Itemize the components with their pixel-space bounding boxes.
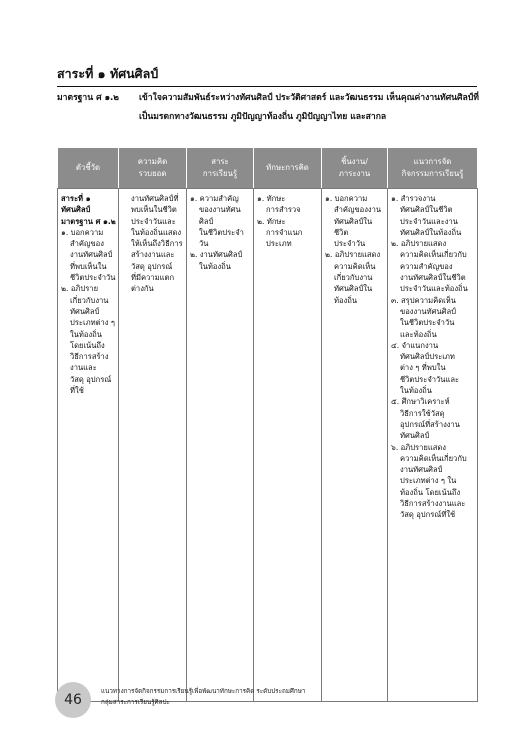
header-content (187, 148, 254, 189)
cell-line: ทัศนศิลป์ใน (334, 284, 373, 294)
cell-line: ของงานทัศนศิลป์ (400, 306, 456, 316)
cell-line: การสำรวจ (266, 205, 301, 215)
indicator-subject: ทัศนศิลป์ (61, 205, 91, 215)
indicator-line: เกี่ยวกับงาน (70, 295, 109, 305)
footer-line-1: แนวทางการจัดกิจกรรมการเรียนรู้เพื่อพัฒนาทักษะการคิด ระดับประถมศึกษา (101, 688, 306, 695)
cell-line: รวบยอด (138, 169, 167, 178)
cell-line: ๒. ทักษะ (257, 216, 286, 226)
indicator-standard: มาตรฐาน ศ ๑.๒ (61, 216, 116, 226)
footer-text (101, 686, 305, 708)
cell-thinking-skill (254, 189, 322, 702)
cell-line: ในท้องถิ่นแสดง (131, 227, 182, 237)
cell-line: ประจำวันและ (131, 216, 176, 226)
indicator-line: ทัศนศิลป์ (70, 306, 100, 316)
cell-line: อุปกรณ์ที่สร้างงาน (400, 419, 460, 429)
indicator-line: ที่ใช้ (70, 386, 84, 396)
standard-label: มาตรฐาน ศ ๑.๒ (57, 93, 119, 103)
standard-text: เข้าใจความสัมพันธ์ระหว่างทัศนศิลป์ ประวัติศาสตร์ และวัฒนธรรม เห็นคุณค่างานทัศนศิลป์ที่เป็นมรดกทางวัฒนธรรม ภูมิปัญญาท้องถิ่น ภูมิปัญญาไทย และสากล (139, 93, 479, 122)
cell-line: ๑. ความสำคัญ (190, 194, 239, 203)
cell-content (187, 189, 254, 702)
indicator-line: งานทัศนศิลป์ (70, 250, 113, 260)
cell-line: ความคิดเห็นเกี่ยวกับ (400, 250, 467, 260)
cell-line: ประเภทต่าง ๆ ใน (400, 476, 457, 486)
cell-line: ๓. สรุปความคิดเห็น (391, 295, 456, 305)
indicator-strand: สาระที่ ๑ (61, 194, 91, 203)
cell-line: วิธีการใช้วัสดุ (400, 408, 445, 418)
cell-line: ในท้องถิ่น (199, 261, 231, 271)
indicator-line: วิธีการสร้าง (70, 352, 109, 362)
cell-line: ตัวชี้วัด (75, 163, 101, 172)
cell-line: ๑. บอกความ (325, 194, 368, 203)
cell-line: ทัศนศิลป์ประเภท (400, 352, 455, 362)
cell-indicator (58, 189, 119, 702)
cell-line: ความคิด (137, 157, 168, 166)
cell-line: และท้องถิ่น (400, 329, 437, 339)
indicator-line: ประเภทต่าง ๆ (70, 318, 115, 328)
cell-line: ต่าง ๆ ที่พบใน (400, 363, 446, 373)
indicator-line: ในท้องถิ่น (70, 329, 102, 339)
cell-line: ประเภท (266, 239, 292, 249)
table-row (58, 189, 478, 702)
cell-line: ทัศนศิลป์ในชีวิต (334, 216, 373, 237)
cell-line: ในชีวิตประจำวัน (400, 318, 455, 328)
cell-line: สำคัญของงาน (334, 205, 382, 215)
cell-line: ความคิดเห็น (334, 261, 376, 271)
header-indicator (58, 148, 119, 189)
header-workpiece (322, 148, 388, 189)
indicator-line: ที่พบเห็นใน (70, 261, 107, 271)
cell-line: ที่มีความแตก (131, 273, 175, 283)
cell-line: ประจำวันและงาน (400, 216, 458, 226)
cell-activities (388, 189, 478, 702)
indicator-line: งานและ (70, 363, 97, 373)
indicator-items (61, 227, 116, 396)
cell-line: ๔. จำแนกงาน (391, 340, 439, 350)
cell-line: สาระ (211, 157, 229, 166)
indicator-line: วัสดุ อุปกรณ์ (70, 374, 112, 384)
cell-line: เกี่ยวกับงาน (334, 273, 373, 283)
header-concept (119, 148, 187, 189)
cell-line: ทัศนศิลป์ (400, 431, 430, 441)
cell-line: ของงานทัศนศิลป์ (199, 205, 241, 226)
indicator-line: สำคัญของ (70, 239, 104, 249)
header-activities (388, 148, 478, 189)
cell-line: ๒. อภิปรายแสดง (325, 250, 381, 260)
cell-line: ท้องถิ่น (334, 295, 358, 305)
cell-line: ทักษะการคิด (266, 163, 309, 172)
cell-line: วัสดุ อุปกรณ์ (131, 261, 173, 271)
cell-line: ชีวิตประจำวันและ (400, 374, 460, 384)
indicator-line: โดยเน้นถึง (70, 340, 105, 350)
cell-line: ๑. สำรวจงาน (391, 194, 436, 203)
cell-line: ความคิดเห็นเกี่ยวกับ (400, 453, 467, 463)
cell-line: แนวการจัด (413, 157, 452, 166)
indicator-line: ชีวิตประจำวัน (70, 273, 116, 283)
cell-line: ๕. ศึกษาวิเคราะห์ (391, 397, 450, 407)
cell-line: ให้เห็นถึงวิธีการ (131, 239, 183, 249)
cell-line: งานทัศนศิลป์ (400, 465, 443, 475)
cell-line: ประจำวัน (334, 239, 366, 249)
table-header-row (58, 148, 478, 189)
indicator-line: ๑. บอกความ (61, 227, 104, 237)
cell-line: ต่างกัน (131, 284, 154, 294)
cell-line: งานทัศนศิลป์ในชีวิต (400, 273, 466, 283)
page-number-badge: 46 (55, 682, 91, 718)
cell-line: ๑. ทักษะ (257, 194, 286, 203)
cell-line: การเรียนรู้ (202, 169, 238, 178)
cell-line: พบเห็นในชีวิต (131, 205, 177, 215)
cell-line: วิธีการสร้างงานและ (400, 499, 466, 509)
cell-line: การจำแนก (266, 227, 303, 237)
cell-line: ๒. อภิปรายแสดง (391, 239, 447, 249)
cell-line: ประจำวันและท้องถิ่น (400, 284, 468, 294)
cell-line: ทัศนศิลป์ในชีวิต (400, 205, 453, 215)
cell-line: สร้างงานและ (131, 250, 175, 260)
cell-line: ๖. อภิปรายแสดง (391, 442, 446, 452)
cell-line: ความสำคัญของ (400, 261, 453, 271)
cell-line: ๒. งานทัศนศิลป์ (190, 250, 243, 260)
cell-line: ในชีวิตประจำวัน (199, 227, 244, 249)
cell-workpiece (322, 189, 388, 702)
cell-line: งานทัศนศิลป์ที่ (131, 194, 179, 203)
cell-line: ท้องถิ่น โดยเน้นถึง (400, 487, 461, 497)
cell-line: กิจกรรมการเรียนรู้ (401, 169, 464, 178)
cell-line: ภาระงาน (338, 169, 371, 178)
cell-line: ในท้องถิ่น (400, 386, 432, 396)
cell-line: ชิ้นงาน/ (341, 157, 368, 166)
header-thinking-skill (254, 148, 322, 189)
cell-line: ทัศนศิลป์ในท้องถิ่น (400, 227, 462, 237)
footer-line-2: กลุ่มสาระการเรียนรู้ศิลปะ (101, 699, 170, 706)
section-title: สาระที่ ๑ ทัศนศิลป์ (57, 64, 477, 87)
cell-line: วัสดุ อุปกรณ์ที่ใช้ (400, 510, 456, 520)
learning-standard-table (57, 148, 478, 702)
cell-concept (119, 189, 187, 702)
indicator-line: ๒. อภิปราย (61, 284, 99, 294)
